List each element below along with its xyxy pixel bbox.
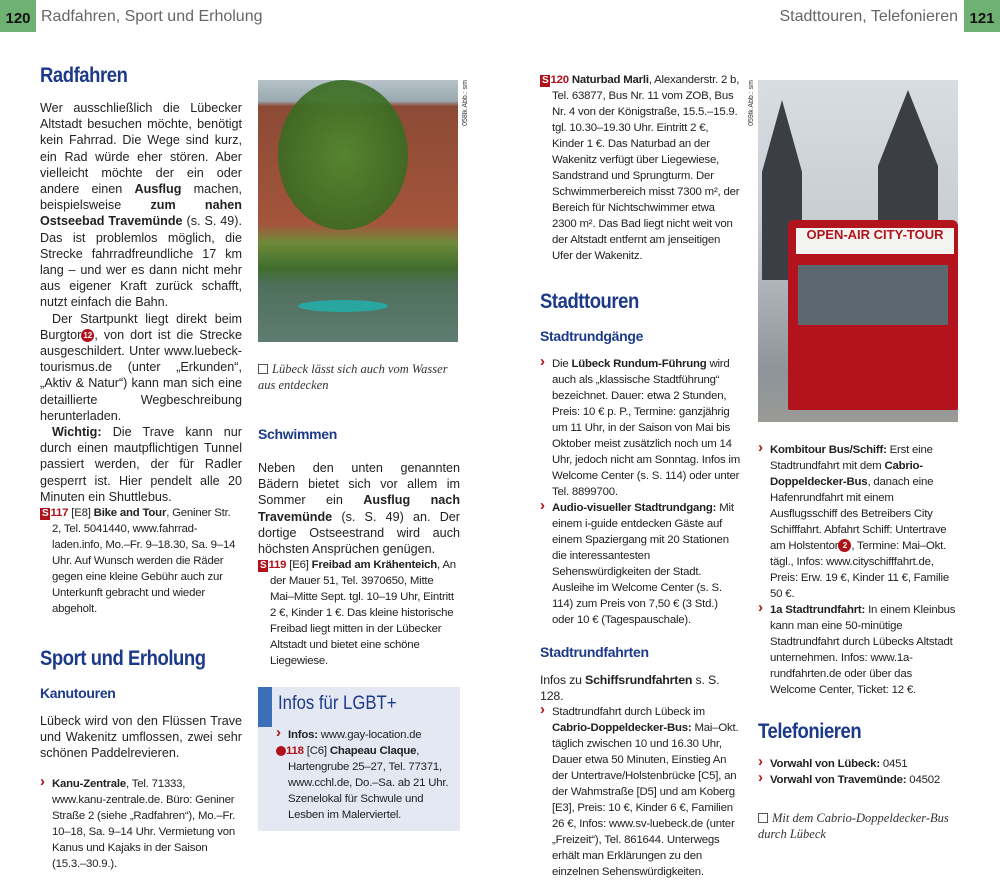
infobox-accent-bar xyxy=(258,687,272,727)
listing-freibad: S 119 [E6] Freibad am Krähenteich, An der Mauer 51, Tel. 3970650, Mitte Mai–Mitte Sept. tgl. 10–19 Uhr, Eintritt 2 €, Kinder 1 €. Das kleine historische Freibad liegt mitten in der Lübecker Altstadt und bietet eine schöne Liegewiese. xyxy=(260,559,456,668)
listing-chapeau-claque: 118 [C6] Chapeau Claque, Hartengrube 25–27, Tel. 77371, www.cchl.de, Do.–Sa. ab 21 Uhr. Szenelokal für Schwule und Lesben im Malerviertel. xyxy=(276,743,454,823)
map-marker: 2 xyxy=(838,539,851,552)
subheading-stadtrundgaenge: Stadtrundgänge xyxy=(540,328,644,344)
listing-bike-and-tour: S 117 [E8] Bike and Tour, Geniner Str. 2, Tel. 5041440, www.fahrrad-laden.info, Mo.–Fr. 9–18.30, Sa. 9–14 Uhr. Auf Wunsch werden die Räder gegen eine kleine Gebühr auch zur Unterkunft gebracht und wieder abgeholt. xyxy=(42,507,236,616)
bus-windshield xyxy=(798,265,948,325)
subheading-stadtrundfahrten: Stadtrundfahrten xyxy=(540,644,649,660)
list-item: › Audio-visueller Stadtrundgang: Mit einem i-guide entdecken Gäste auf einem Spaziergang mit 20 Stationen die interessantesten Sehenswürdigkeiten der Stadt. Ausleihe im Welcome Center (s. S. 114) zum Preis von 7,50 € (3 Std.) oder 10 € (Tagespauschale). xyxy=(540,500,742,628)
infobox-lgbt xyxy=(258,687,460,831)
listing-naturbad: S 120 Naturbad Marli, Alexanderstr. 2 b, Tel. 63877, Bus Nr. 11 vom ZOB, Bus Nr. 4 von der Königstraße, 15.5.–15.9. tgl. 10.30–19.30 Uhr. Eintritt 2 €, Kinder 1 €. Das Naturbad an der Wakenitz verfügt über Liegewiese, Sandstrand und Sprungturm. Der Schwimmerbereich misst 7300 m², der Bereich für Nichtschwimmer etwa 2300 m². Das Bad liegt nicht weit von der Altstadt entfernt am jenseitigen Ufer der Wakenitz. xyxy=(542,74,740,262)
swim-icon: S xyxy=(260,560,267,572)
list-item: › Vorwahl von Travemünde: 04502 xyxy=(758,772,960,788)
photo-caption: Mit dem Cabrio-Doppeldecker-Bus durch Lübeck xyxy=(758,811,949,841)
heading-radfahren: Radfahren xyxy=(40,64,128,87)
heading-stadttouren: Stadttouren xyxy=(540,290,639,313)
running-header-right: Stadttouren, Telefonieren xyxy=(779,8,958,25)
paragraph: Der Startpunkt liegt direkt beim Burgtor 12 , von dort ist die Strecke ausgeschildert. Unter www.luebeck-tourismus.de (unter „Erkunden“, „Aktiv & Natur“) kann man sich eine detaillierte Wegbeschreibung herunterladen. xyxy=(40,311,242,423)
column-radfahren xyxy=(40,64,242,872)
bus-sign: OPEN-AIR CITY-TOUR xyxy=(796,228,954,254)
photo-credit: 058lk Abb.: sm xyxy=(462,80,469,126)
swim-icon: S xyxy=(542,75,549,86)
caption-icon xyxy=(758,813,768,823)
heading-telefonieren: Telefonieren xyxy=(758,720,862,743)
list-item: › Kanu-Zentrale, Tel. 71333, www.kanu-zentrale.de. Büro: Geniner Straße 2 (siehe „Radfahren“), Mo.–Fr. 10–18, Sa. 9–14 Uhr. Vermietung von Kanus und Kajaks in der Saison (15.3.–30.9.). xyxy=(40,776,242,872)
nightlife-icon xyxy=(276,746,286,756)
list-item: › Stadtrundfahrt durch Lübeck im Cabrio-Doppeldecker-Bus: Mai–Okt. täglich zwischen 10 und 16.30 Uhr, Dauer etwa 50 Minuten, Einstieg An der Untertrave/Holstenbrücke [C5], an der Wahmstraße [D5] und am Koberg [E3], Preis: 10 €, Kinder 6 €, Familien 26 €, Infos: www.sv-luebeck.de (unter „Freizeit“), Tel. 861644. Unterwegs erhält man Erklärungen zu den einzelnen Sehenswürdigkeiten. xyxy=(540,704,742,880)
page-number-left: 120 xyxy=(0,0,36,32)
page-number-right: 121 xyxy=(964,0,1000,32)
bus-shape xyxy=(788,220,958,410)
photo-bus xyxy=(758,80,958,422)
tree-shape xyxy=(278,80,408,230)
canoe-shape xyxy=(298,300,388,312)
photo-credit: 059lk Abb.: sm xyxy=(748,80,755,126)
paragraph: Lübeck wird von den Flüssen Trave und Wakenitz umflossen, zwei sehr schönen Paddelrevieren. xyxy=(40,714,242,761)
heading-sport: Sport und Erholung xyxy=(40,647,206,671)
photo-canoe xyxy=(258,80,458,342)
column-telefonieren xyxy=(758,442,960,842)
list-item: › 1a Stadtrundfahrt: In einem Kleinbus kann man eine 50-minütige Stadtrundfahrt durch Lübecks Altstadt unternehmen. Infos: www.1a-rundfahrten.de oder über das Welcome Center, Ticket: 12 €. xyxy=(758,602,960,698)
shop-icon: S xyxy=(42,508,49,520)
map-marker: 12 xyxy=(81,329,94,342)
paragraph: Wer ausschließlich die Lübecker Altstadt besuchen möchte, benötigt kein Fahrrad. Die Wege sind kurz, ein Rad würde eher stören. Aber vielleicht möchte der ein oder andere einen Ausflug machen, beispielsweise zum nahen Ostseebad Travemünde (s. S. 49). Das ist problemlos möglich, die Strecke fahrradfreundliche 17 km lang – und wer es dann nicht mehr aus eigener Kraft zurück schafft, nutzt einfach die Bahn. xyxy=(40,101,242,310)
paragraph: Wichtig: Die Trave kann nur durch einen mautpflichtigen Tunnel passiert werden, der für Radler gesperrt ist. Hier pendelt alle 20 Minuten ein Shuttlebus. xyxy=(40,425,242,504)
list-item: › Infos: www.gay-location.de xyxy=(276,727,454,743)
column-stadttouren xyxy=(540,72,742,880)
paragraph: Infos zu Schiffsrundfahrten s. S. 128. xyxy=(540,673,720,703)
column-schwimmen xyxy=(258,426,460,831)
paragraph: Neben den unten genannten Bädern bietet sich vor allem im Sommer ein Ausflug nach Travemünde (s. S. 49) an. Der dortige Ostseestrand wird auch höchsten Ansprüchen genügen. xyxy=(258,461,461,557)
list-item: › Die Lübeck Rundum-Führung wird auch als „klassische Stadtführung“ bezeichnet. Dauer: etwa 2 Stunden, Preis: 10 € p. P., Termine: ganzjährig um 11 Uhr, in der Saison von Mai bis Oktober meist zusätzlich noch um 14 Uhr, jedoch nicht am Sonntag. Infos im Welcome Center (s. S. 114) oder unter Tel. 8899700. xyxy=(540,356,742,500)
infobox-title: Infos für LGBT+ xyxy=(278,693,397,715)
list-item: › Vorwahl von Lübeck: 0451 xyxy=(758,756,960,772)
photo-caption: Lübeck lässt sich auch vom Wasser aus entdecken xyxy=(258,362,448,392)
running-header-left: Radfahren, Sport und Erholung xyxy=(41,8,263,25)
list-item: › Kombitour Bus/Schiff: Erst eine Stadtrundfahrt mit dem Cabrio-Doppeldecker-Bus, danach eine Hafenrundfahrt mit einem Ausflugsschiff des Betreibers City Schifffahrt. Abfahrt Schiff: Untertrave am Holstentor 2 , Termine: Mai–Okt. tägl., Infos: www.cityschifffahrt.de, Preis: Erw. 19 €, Kinder 11 €, Familie 50 €. xyxy=(758,442,960,602)
caption-icon xyxy=(258,364,268,374)
subheading-kanutouren: Kanutouren xyxy=(40,685,116,702)
heading-schwimmen: Schwimmen xyxy=(258,426,337,442)
